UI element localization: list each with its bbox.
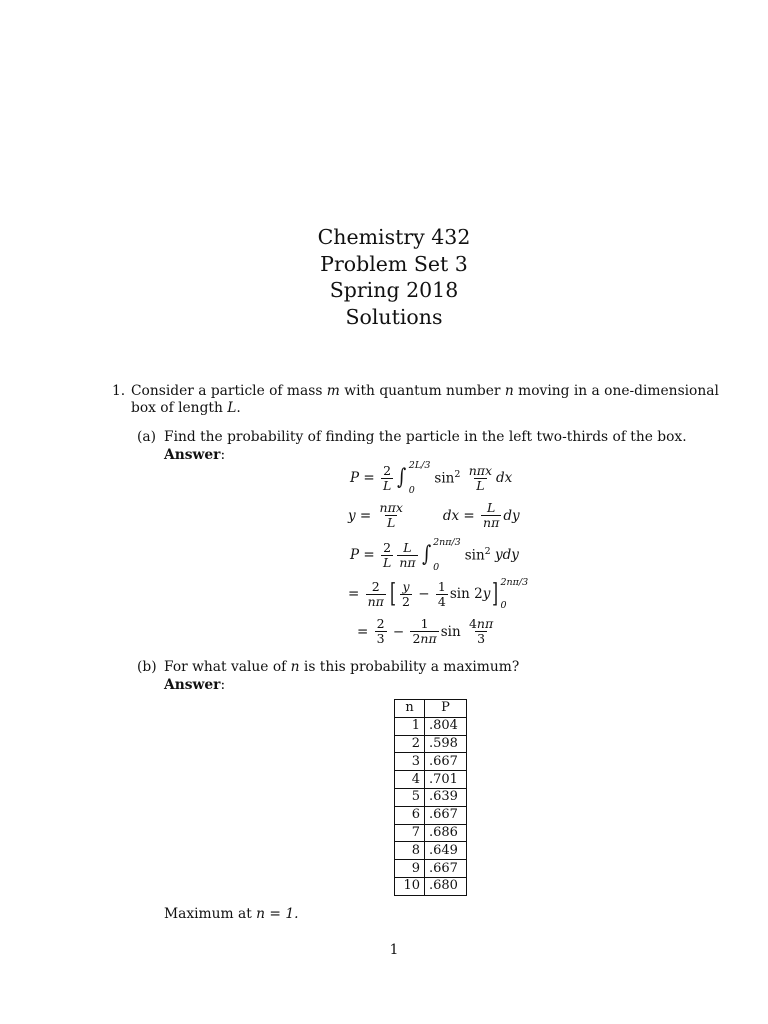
cell-p: .667 xyxy=(425,860,467,878)
part-b-answer-label xyxy=(164,677,225,695)
part-b-question xyxy=(164,659,519,677)
var-m: m xyxy=(326,383,340,399)
header-n: n xyxy=(395,700,425,718)
table-row xyxy=(395,788,467,806)
cell-p: .701 xyxy=(425,771,467,789)
part-a-answer-label xyxy=(164,447,225,465)
cell-n: 6 xyxy=(395,806,425,824)
table-row xyxy=(395,735,467,753)
cell-n: 5 xyxy=(395,788,425,806)
period: . xyxy=(236,400,241,416)
conclusion-math: n = 1. xyxy=(256,906,299,922)
cell-p: .649 xyxy=(425,842,467,860)
cell-n: 10 xyxy=(395,877,425,895)
equation-2: y = $\frac{\text{nπx}}{L}$ dx = $\frac{L}{n\pi}$ dy xyxy=(348,500,520,530)
table-row xyxy=(395,806,467,824)
cell-n: 3 xyxy=(395,753,425,771)
cell-n: 8 xyxy=(395,842,425,860)
var-L: L xyxy=(227,400,237,416)
table-header-row xyxy=(395,700,467,718)
statement-text: Consider a particle of mass xyxy=(131,383,323,399)
title-block xyxy=(0,224,768,331)
table-row xyxy=(395,824,467,842)
table-row xyxy=(395,842,467,860)
var-n: n xyxy=(290,659,300,675)
course-title: Chemistry 432 xyxy=(317,225,471,249)
cell-n: 1 xyxy=(395,717,425,735)
table-row xyxy=(395,771,467,789)
var-n: n xyxy=(504,383,514,399)
cell-p: .686 xyxy=(425,824,467,842)
conclusion-text: Maximum at xyxy=(164,906,252,922)
answer-label: Answer xyxy=(164,677,221,693)
statement-text: with quantum number xyxy=(344,383,501,399)
cell-n: 7 xyxy=(395,824,425,842)
colon: : xyxy=(220,447,226,463)
table-row xyxy=(395,753,467,771)
header-p: P xyxy=(425,700,467,718)
probability-table xyxy=(394,699,467,896)
cell-p: .639 xyxy=(425,788,467,806)
term-title: Spring 2018 xyxy=(329,278,459,303)
cell-p: .804 xyxy=(425,717,467,735)
part-b-label: (b) xyxy=(137,659,157,675)
equation-5: = $\frac{2}{3}$ − $\frac{1}{2n\pi}$ sin $\frac{4n\pi}{3}$ xyxy=(357,616,494,646)
answer-label: Answer xyxy=(164,447,221,463)
cell-p: .667 xyxy=(425,806,467,824)
colon: : xyxy=(220,677,226,693)
cell-n: 9 xyxy=(395,860,425,878)
question-text: is this probability a maximum? xyxy=(303,659,520,675)
statement-text: box of length xyxy=(131,400,223,416)
problem-statement-line2 xyxy=(131,400,241,418)
cell-n: 4 xyxy=(395,771,425,789)
conclusion xyxy=(164,906,299,924)
equation-1: P = $\frac{2}{L}$ ∫ 2L/3 0 $\sin^2$ $\frac{\text{nπx}}{L}$ dx xyxy=(350,460,513,496)
cell-p: .680 xyxy=(425,877,467,895)
cell-p: .598 xyxy=(425,735,467,753)
problem-statement-line1 xyxy=(131,383,719,401)
cell-p: .667 xyxy=(425,753,467,771)
table-row xyxy=(395,860,467,878)
equation-3: P = $\frac{2}{L}$ $\frac{L}{n\pi}$ ∫ 2nπ/3 0 $\sin^2$ ydy xyxy=(350,537,519,573)
problem-number: 1. xyxy=(112,383,126,399)
equation-4: = $\frac{2}{n\pi}$ [ $\frac{y}{2}$ − $\frac{1}{4}$ sin 2y ] 2nπ/3 0 xyxy=(348,577,529,611)
part-a-question: Find the probability of finding the particle in the left two-thirds of the box. xyxy=(164,429,687,445)
cell-n: 2 xyxy=(395,735,425,753)
problem-set-title: Problem Set 3 xyxy=(320,251,468,276)
part-a-label: (a) xyxy=(137,429,156,445)
question-text: For what value of xyxy=(164,659,287,675)
table-row xyxy=(395,877,467,895)
page-number: 1 xyxy=(389,942,399,958)
solutions-title: Solutions xyxy=(345,305,443,330)
statement-text: moving in a one-dimensional xyxy=(518,383,719,399)
table-row xyxy=(395,717,467,735)
